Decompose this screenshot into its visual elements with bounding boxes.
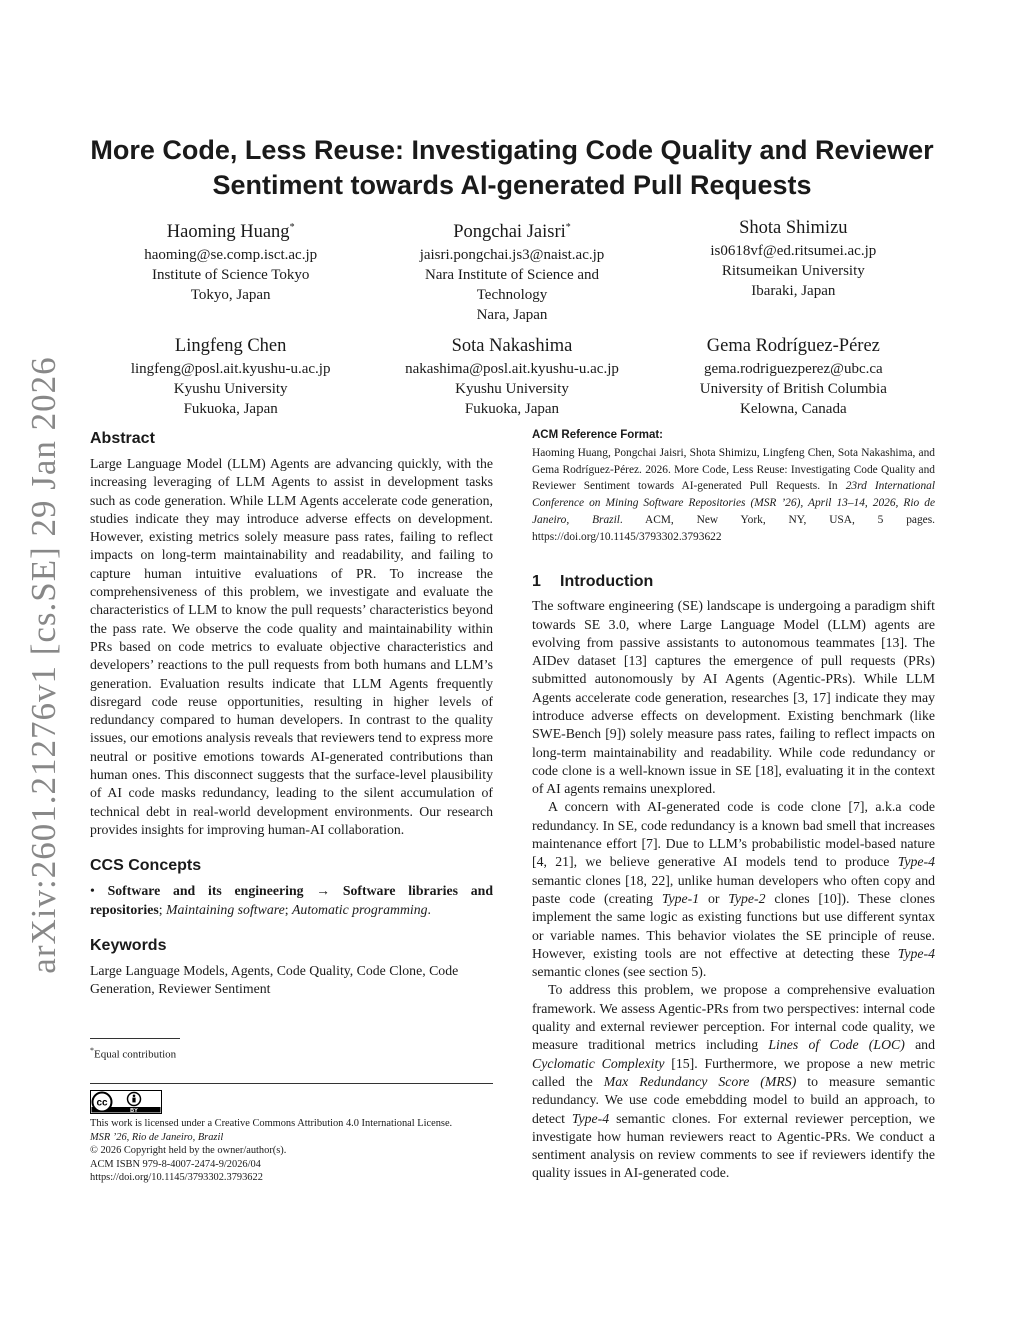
author-row-2: [90, 333, 934, 419]
author-name: Gema Rodríguez-Pérez: [706, 336, 880, 356]
author-block: [653, 333, 934, 419]
author-block: [371, 333, 652, 419]
author-affiliation: Kyushu University: [173, 381, 288, 397]
acm-reference-text: Haoming Huang, Pongchai Jaisri, Shota Shimizu, Lingfeng Chen, Sota Nakashima, and Gema Rodríguez-Pérez. 2026. More Code, Less Reuse: Investigating Code Quality and Reviewer Sentiment towards AI-generated Pull Requests. In 23rd International Conference on Mining Software Repositories (MSR ’26), April 13–14, 2026, Rio de Janeiro, Brazil. ACM, New York, NY, USA, 5 pages. https://doi.org/10.1145/3793302.3793622: [532, 447, 936, 543]
license-venue: MSR ’26, Rio de Janeiro, Brazil: [90, 1131, 224, 1143]
right-column: [532, 428, 935, 1183]
author-affiliation-cont: Technology: [476, 287, 548, 304]
keywords-text: Large Language Models, Agents, Code Quality, Code Clone, Code Generation, Reviewer Sentiment: [90, 962, 459, 997]
author-location: Kelowna, Canada: [740, 401, 847, 417]
author-location: Nara, Japan: [476, 307, 548, 324]
ccs-concept-maintaining: Maintaining software: [166, 901, 285, 917]
author-affiliation: Ritsumeikan University: [721, 263, 865, 279]
license-statement: This work is licensed under a Creative Commons Attribution 4.0 International License.: [90, 1118, 453, 1129]
author-footnote-mark: *: [289, 222, 295, 233]
author-location: Tokyo, Japan: [190, 287, 271, 304]
creative-commons-by-icon: [90, 1090, 162, 1114]
left-column: [90, 428, 493, 998]
author-email: haoming@se.comp.isct.ac.jp: [144, 247, 318, 264]
author-footnote-mark: *: [565, 222, 571, 233]
title-line-2: Sentiment towards AI-generated Pull Requests: [212, 170, 812, 200]
author-email: is0618vf@ed.ritsumei.ac.jp: [710, 243, 877, 259]
license-doi: https://doi.org/10.1145/3793302.3793622: [90, 1172, 263, 1184]
author-email: nakashima@posl.ait.kyushu-u.ac.jp: [405, 361, 619, 377]
intro-paragraph-3: To address this problem, we propose a comprehensive evaluation framework. We assess Agentic-PRs from two perspectives: internal code quality and external reviewer perception. For internal code quality, we measure traditional metrics including Lines of Code (LOC) and Cyclomatic Complexity [15]. Furthermore, we propose a new metric called the Max Redundancy Score (MRS) to measure semantic redundancy. We use code emebdding model to build an approach, to detect Type-4 semantic clones. For external reviewer perception, we investigate how human reviewers react to Agentic-PRs. We conduct a sentiment analysis on review comments to see if reviewers identify the quality issues in AI-generated code.: [532, 982, 935, 1181]
author-block: [90, 215, 371, 325]
license-block: [90, 1117, 510, 1185]
license-isbn: ACM ISBN 979-8-4007-2474-9/2026/04: [90, 1158, 261, 1170]
author-affiliation: Institute of Science Tokyo: [151, 267, 310, 284]
author-location: Fukuoka, Japan: [464, 401, 560, 417]
author-block: [90, 333, 371, 419]
author-name: Pongchai Jaisri*: [453, 222, 571, 243]
author-name: Sota Nakashima: [451, 336, 573, 356]
intro-paragraph-1: The software engineering (SE) landscape is undergoing a paradigm shift towards SE 3.0, where Large Language Model (LLM) agents are evolving from passive assistants to autonomous teammates [13]. The AIDev dataset [13] captures the emergence of pull requests (PRs) submitted autonomously by AI Agents (Agentic-PRs). While LLM Agents accelerate code generation, researches [3, 17] indicate they may introduce adverse effects on development. Existing benchmark (like SWE-Bench [9]) solely measure pass rates, failing to reflect impacts on long-term maintainability and readability. While code redundancy or code clone is a well-known issue in SE [18], evaluating it in the context of AI agents remains unexplored.: [532, 598, 935, 797]
author-email: jaisri.pongchai.js3@naist.ac.jp: [419, 247, 605, 264]
ccs-concepts-text: • Software and its engineering → Software libraries and repositories; Maintaining software; Automatic programming.: [90, 883, 494, 917]
keywords-heading: Keywords: [90, 936, 167, 954]
cc-logo-text: cc: [96, 1097, 108, 1109]
footnote-text: Equal contribution: [94, 1048, 177, 1061]
author-email: gema.rodriguezperez@ubc.ca: [703, 361, 883, 377]
intro-paragraph-2: A concern with AI-generated code is code clone [7], a.k.a code redundancy. In SE, code redundancy is a known bad smell that increases maintenance effort [7]. Due to LLM’s probabilistic model-based nature [4, 21], we believe generative AI models tend to produce Type-4 semantic clones [18, 22], unlike human developers who often copy and paste code (creating Type-1 or Type-2 clones [10]). These clones implement the same logic as existing functions but use different syntax or variable names. This behavior violates the SE principle of reuse. However, existing tools are not effective at detecting these Type-4 semantic clones (see section 5).: [532, 799, 935, 980]
license-rule: [90, 1083, 493, 1084]
author-name: Lingfeng Chen: [174, 336, 287, 356]
by-logo-text: BY: [130, 1107, 138, 1114]
author-location: Ibaraki, Japan: [751, 283, 836, 299]
author-name: Shota Shimizu: [739, 218, 848, 238]
introduction-heading: [532, 571, 935, 593]
author-affiliation: Kyushu University: [455, 381, 569, 397]
ccs-primary-concept: Software and its engineering → Software libraries and repositories: [90, 883, 494, 917]
arxiv-identifier: [14, 356, 74, 974]
author-row-1: [90, 215, 934, 325]
author-block: [653, 215, 934, 325]
abstract-heading: Abstract: [90, 430, 155, 447]
title-line-1: More Code, Less Reuse: Investigating Code Quality and Reviewer: [90, 135, 934, 165]
footnote: *Equal contribution: [90, 1046, 177, 1061]
ccs-heading: CCS Concepts: [90, 857, 202, 875]
author-name: Haoming Huang*: [166, 222, 295, 243]
author-block: [371, 215, 652, 325]
paper-title: [90, 133, 934, 203]
license-copyright: © 2026 Copyright held by the owner/author(s).: [90, 1145, 287, 1157]
section-number: 1: [532, 573, 541, 591]
abstract-text: Large Language Model (LLM) Agents are advancing quickly, with the increasing leveraging of LLM Agents to assist in development tasks such as code generation. While LLM Agents accelerate code generation, studies indicate they may introduce adverse effects on development. However, existing metrics solely measure pass rates, failing to reflect impacts on long-term maintainability and readability, and failing to capture human intuitive evaluations of PR. To increase the comprehensiveness of this problem, we investigate and evaluate the characteristics of LLM to know the pull requests’ characteristics beyond the pass rate. We observe the code quality and maintainability within PRs based on code metrics to evaluate objective characteristics and developers’ reactions to the pull requests from both humans and LLM’s generation. Evaluation results indicate that LLM Agents frequently disregard code reuse opportunities, resulting in higher levels of redundancy compared to human developers. In contrast to the quality issues, our emotions analysis reveals that reviewers tend to express more neutral or positive emotions towards AI-generated contributions than human ones. This disconnect suggests that the surface-level plausibility of AI code masks redundancy, leading to the silent accumulation of technical debt in real-world development environments. Our research provides insights for improving human-AI collaboration.: [90, 456, 493, 837]
arxiv-identifier-text: arXiv:2601.21276v1 [cs.SE] 29 Jan 2026: [24, 356, 63, 974]
author-affiliation: Nara Institute of Science and: [424, 267, 600, 284]
ccs-concept-automatic: Automatic programming: [292, 901, 428, 917]
author-affiliation: University of British Columbia: [699, 381, 887, 397]
author-location: Fukuoka, Japan: [183, 401, 278, 417]
acm-reference-heading: ACM Reference Format:: [532, 429, 663, 441]
footnote-rule: [90, 1038, 180, 1039]
section-title: Introduction: [560, 573, 654, 591]
author-email: lingfeng@posl.ait.kyushu-u.ac.jp: [130, 361, 331, 377]
